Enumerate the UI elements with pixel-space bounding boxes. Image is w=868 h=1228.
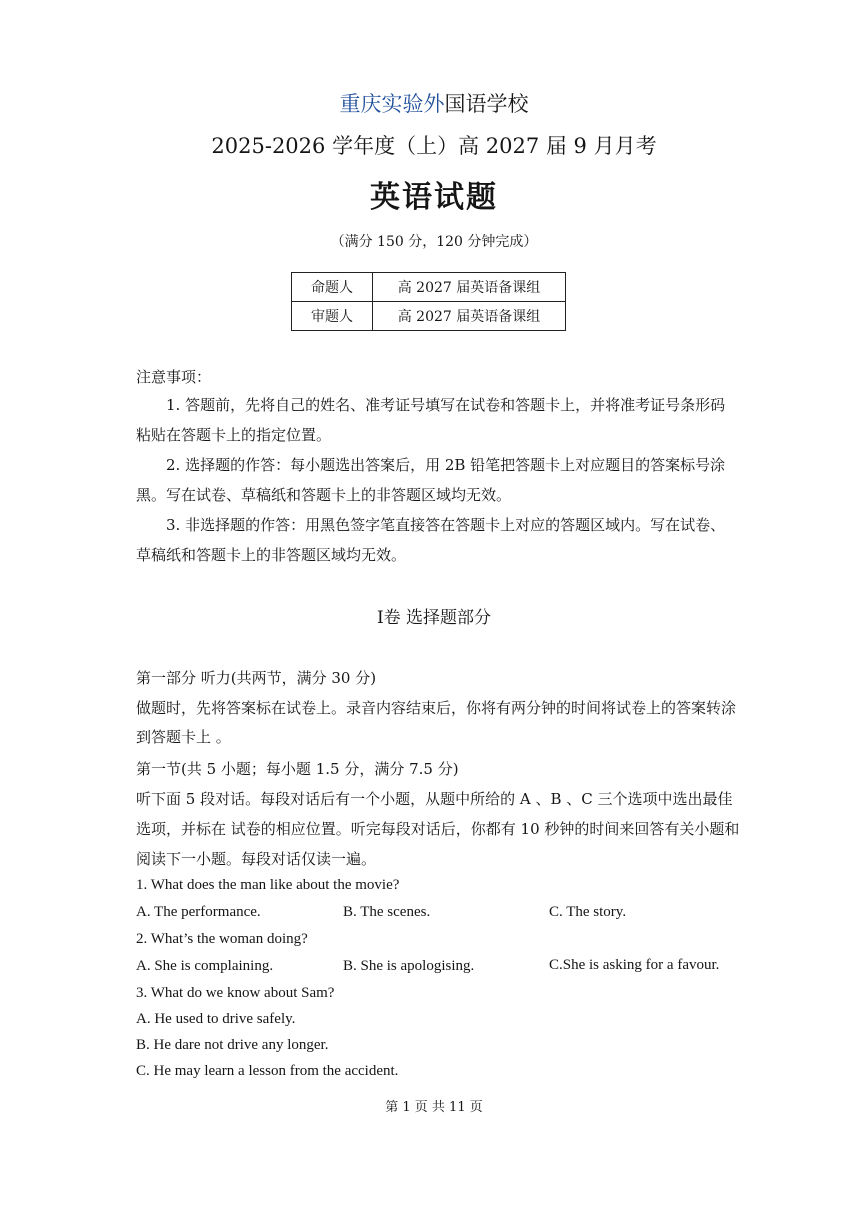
question-1-option-c: C. The story. [549,904,627,920]
question-2-option-b: B. She is apologising. [343,958,475,974]
author-table [291,272,566,331]
section1-instruction-line3: 阅读下一小题。每段对话仅读一遍。 [136,850,377,868]
part1-heading: 第一部分 听力(共两节，满分 30 分) [136,669,377,687]
page-footer: 第 1 页 共 11 页 [385,1100,483,1115]
section1-heading: 第一节(共 5 小题；每小题 1.5 分，满分 7.5 分) [136,760,459,778]
school-name-highlight: 重庆实验外 [339,92,445,116]
question-2-option-c: C.She is asking for a favour. [549,957,720,973]
notice-item-2: 2. 选择题的作答：每小题选出答案后，用 2B 铅笔把答题卡上对应题目的答案标号涂黑。写在试卷、草稿纸和答题卡上的非答题区域均无效。 [136,456,726,504]
school-name-rest: 国语学校 [444,92,529,116]
exam-title: 2025-2026 学年度（上）高 2027 届 9 月月考 [211,134,657,158]
question-1-option-b: B. The scenes. [343,904,431,920]
section1-instruction-line1: 听下面 5 段对话。每段对话后有一个小题，从题中所给的 A 、B 、C 三个选项中选出最佳 [136,790,733,808]
question-3-stem: 3. What do we know about Sam? [136,985,335,1001]
reviewer-role: 审题人 [292,302,373,331]
section-title: Ⅰ卷 选择题部分 [376,608,492,628]
part1-instruction-line2: 到答题卡上 。 [136,728,231,746]
question-2-stem: 2. What’s the woman doing? [136,931,308,947]
author-row [292,273,566,302]
part1-instruction-line1: 做题时，先将答案标在试卷上。录音内容结束后，你将有两分钟的时间将试卷上的答案转涂 [136,699,737,717]
question-2-option-a: A. She is complaining. [136,958,274,974]
author-role: 命题人 [292,273,373,302]
reviewer-name: 高 2027 届英语备课组 [373,302,566,331]
score-info: （满分 150 分，120 分钟完成） [330,234,538,250]
question-3-option-a: A. He used to drive safely. [136,1011,296,1027]
notice-title: 注意事项： [136,368,212,386]
notice-item-1: 1. 答题前，先将自己的姓名、准考证号填写在试卷和答题卡上，并将准考证号条形码粘贴在答题卡上的指定位置。 [136,396,726,444]
reviewer-row [292,302,566,331]
notice-item-3: 3. 非选择题的作答：用黑色签字笔直接答在答题卡上对应的答题区域内。写在试卷、草稿纸和答题卡上的非答题区域均无效。 [136,516,726,564]
author-name: 高 2027 届英语备课组 [373,273,566,302]
section1-instruction-line2: 选项，并标在 试卷的相应位置。听完每段对话后，你都有 10 秒钟的时间来回答有关小题和 [136,820,740,838]
question-3-option-b: B. He dare not drive any longer. [136,1037,329,1053]
school-name [0,88,868,118]
question-1-option-a: A. The performance. [136,904,261,920]
subject-title: 英语试题 [370,180,498,215]
question-3-option-c: C. He may learn a lesson from the accident. [136,1063,399,1079]
question-1-stem: 1. What does the man like about the movie? [136,877,400,893]
